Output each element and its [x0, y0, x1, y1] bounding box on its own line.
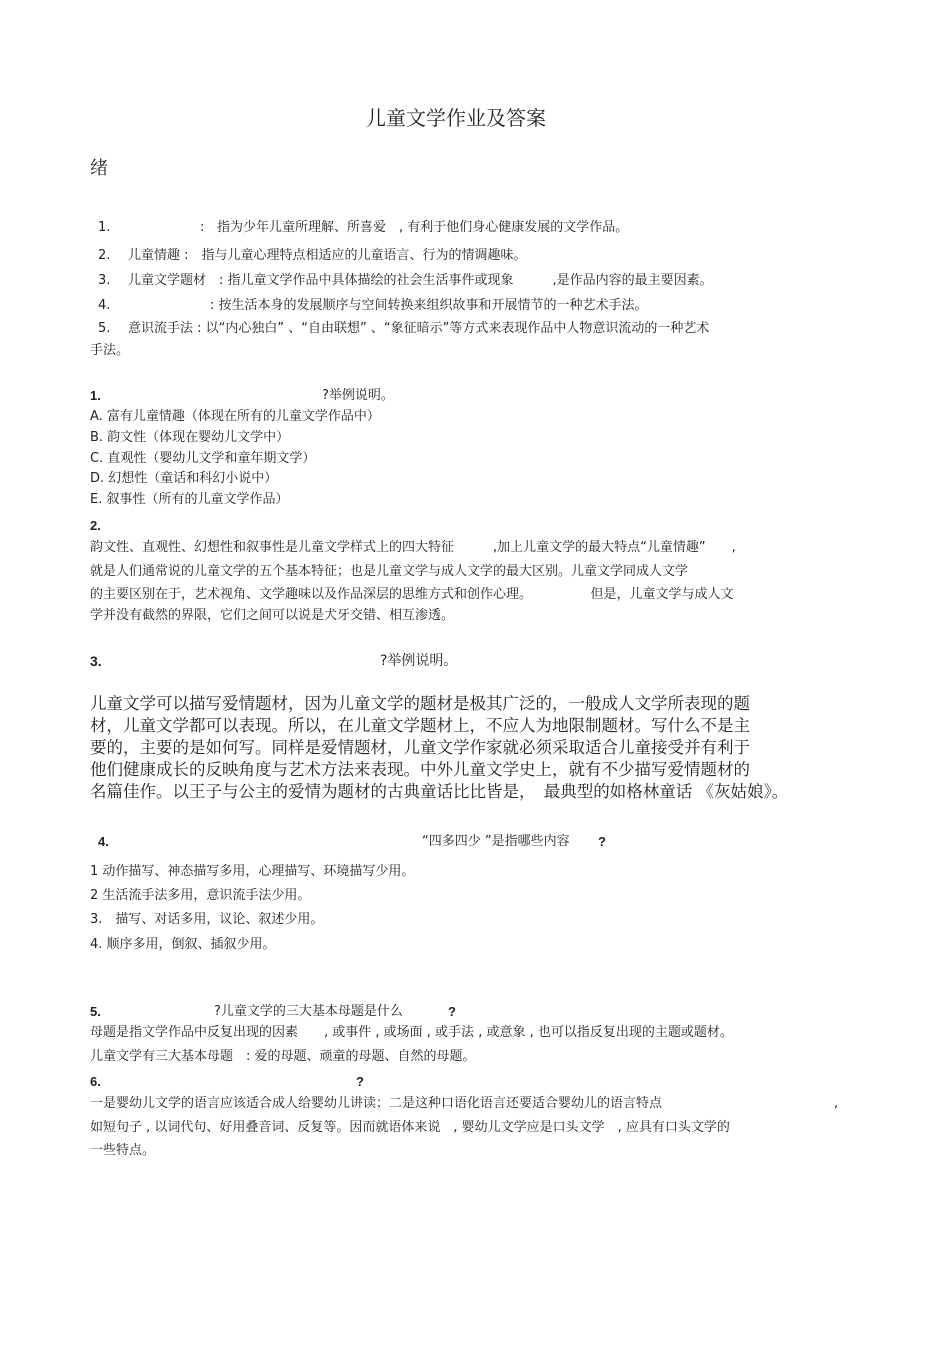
question-number: 1.	[90, 388, 101, 403]
term-number: 5.	[98, 321, 111, 336]
list-item: D. 幻想性（童话和科幻小说中）	[90, 471, 278, 486]
answer-line: 一些特点。	[90, 1143, 156, 1158]
trailing-comma: ,	[834, 1096, 839, 1111]
list-item: A. 富有儿童情趣（体现在所有的儿童文学作品中）	[90, 409, 380, 424]
answer-line: 母题是指文学作品中反复出现的因素 , 或事件 , 或场面 , 或手法 , 或意象 , 也可以指反复出现的主题或题材。	[90, 1025, 733, 1040]
question-text: ?儿童文学的三大基本母题是什么	[214, 1004, 403, 1019]
answer-line: 要的，主要的是如何写。同样是爱情题材，儿童文学作家就必须采取适合儿童接受并有利于	[90, 738, 750, 757]
list-item: B. 韵文性（体现在婴幼儿文学中）	[90, 430, 290, 445]
term-text: : 按生活本身的发展顺序与空间转换来组织故事和开展情节的一种艺术手法。	[210, 298, 648, 313]
answer-line: 材，儿童文学都可以表现。所以，在儿童文学题材上，不应人为地限制题材。写什么不是主	[90, 716, 750, 735]
term-number: 4.	[98, 298, 111, 313]
list-item: 2 生活流手法多用，意识流手法少用。	[90, 888, 311, 903]
term-colon: :	[200, 220, 205, 235]
term-text-continued: 手法。	[90, 343, 130, 358]
term-number: 1.	[98, 220, 111, 235]
list-item: 1 动作描写、神态描写多用，心理描写、环境描写少用。	[90, 864, 415, 879]
term-number: 2.	[98, 248, 111, 263]
answer-line: 的主要区别在于，艺术视角、文学趣味以及作品深层的思维方式和创作心理。 但是，儿童文学与成人文	[90, 587, 734, 602]
question-mark: ?	[356, 1074, 364, 1089]
answer-line: 一是婴幼儿文学的语言应该适合成人给婴幼儿讲读；二是这种口语化语言还要适合婴幼儿的语言特点	[90, 1096, 663, 1111]
list-item: 3. 描写、对话多用，议论、叙述少用。	[90, 912, 324, 927]
list-item: 4. 顺序多用，倒叙、插叙少用。	[90, 937, 276, 952]
term-text: 儿童情趣 : 指与儿童心理特点相适应的儿童语言、行为的情调趣味。	[128, 248, 527, 263]
question-number: 6.	[90, 1074, 101, 1089]
answer-line: 学并没有截然的界限，它们之间可以说是犬牙交错、相互渗透。	[90, 608, 455, 623]
question-text: “四多四少 ”是指哪些内容	[422, 834, 570, 849]
question-text: ?举例说明。	[380, 653, 458, 669]
term-text: 指为少年儿童所理解、所喜爱 , 有利于他们身心健康发展的文学作品。	[217, 220, 629, 235]
list-item: E. 叙事性（所有的儿童文学作品）	[90, 492, 289, 507]
answer-line: 就是人们通常说的儿童文学的五个基本特征；也是儿童文学与成人文学的最大区别。儿童文学同成人文学	[90, 564, 689, 579]
term-text: 意识流手法 : 以“内心独白” 、“自由联想” 、“象征暗示”等方式来表现作品中人物意识流动的一种艺术	[128, 321, 710, 336]
question-number: 2.	[90, 518, 101, 533]
answer-line: 他们健康成长的反映角度与艺术方法来表现。中外儿童文学史上，就有不少描写爱情题材的	[90, 760, 750, 779]
answer-line: 韵文性、直观性、幻想性和叙事性是儿童文学样式上的四大特征 ,加上儿童文学的最大特点“儿童情趣” ,	[90, 540, 736, 555]
term-text: 儿童文学题材 : 指儿童文学作品中具体描绘的社会生活事件或现象 ,是作品内容的最主要因素。	[128, 273, 713, 288]
list-item: C. 直观性（婴幼儿文学和童年期文学）	[90, 451, 316, 466]
question-number: 5.	[90, 1004, 101, 1019]
answer-line: 名篇佳作。以王子与公主的爱情为题材的古典童话比比皆是， 最典型的如格林童话 《灰姑娘》。	[90, 782, 789, 801]
question-number: 3.	[90, 653, 102, 669]
answer-line: 儿童文学有三大基本母题 : 爱的母题、顽童的母题、自然的母题。	[90, 1049, 476, 1064]
answer-line: 儿童文学可以描写爱情题材，因为儿童文学的题材是极其广泛的，一般成人文学所表现的题	[90, 694, 750, 713]
chapter-heading: 绪	[90, 158, 108, 179]
page-title: 儿童文学作业及答案	[366, 106, 546, 130]
answer-line: 如短句子 , 以词代句、好用叠音词、反复等。因而就语体来说 , 婴幼儿文学应是口头文学 , 应具有口头文学的	[90, 1120, 730, 1135]
question-text: ?举例说明。	[322, 388, 394, 403]
term-number: 3.	[98, 273, 111, 288]
question-mark: ?	[448, 1004, 456, 1019]
question-mark: ?	[598, 834, 606, 849]
question-number: 4.	[98, 834, 109, 849]
